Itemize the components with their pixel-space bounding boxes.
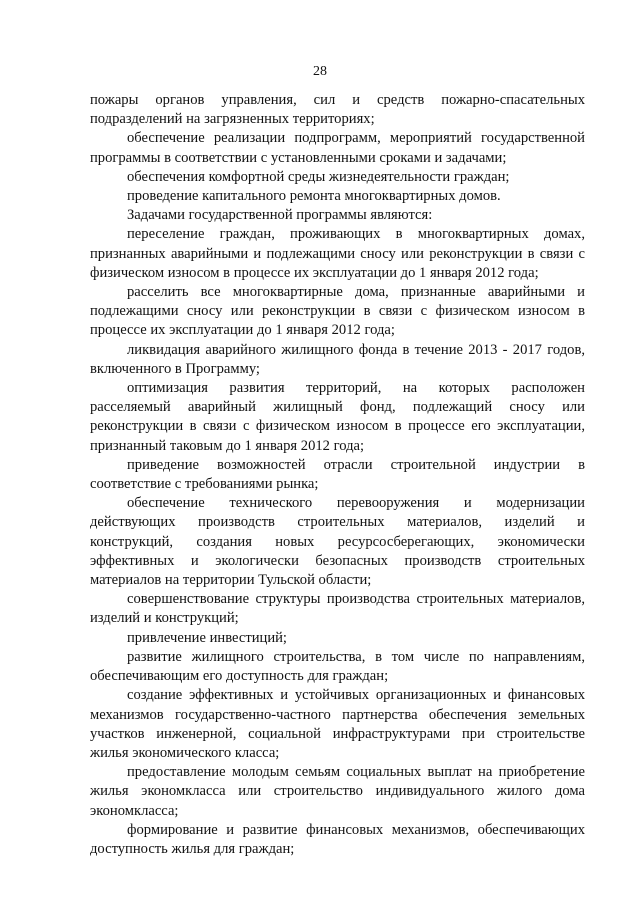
text-line: изделий и конструкций; [90, 610, 239, 627]
text-line: оптимизация развития территорий, на которых расположен [127, 380, 585, 397]
text-line: эффективных и экологически безопасных производств строительных [90, 552, 585, 569]
paragraph [90, 763, 585, 821]
text-line: действующих производств строительных материалов, изделий и [90, 514, 585, 531]
text-line: признанный таковым до 1 января 2012 года; [90, 437, 365, 454]
paragraph [90, 590, 585, 628]
text-line: обеспечивающим его доступность для граждан; [90, 668, 389, 685]
text-line: ликвидация аварийного жилищного фонда в течение 2013 - 2017 годов, [127, 341, 585, 358]
paragraph [90, 91, 585, 129]
text-line: процессе их эксплуатации до 1 января 2012 года; [90, 322, 395, 339]
document-body [90, 91, 585, 859]
paragraph [90, 821, 585, 859]
paragraph [90, 456, 585, 494]
text-line: соответствие с требованиями рынка; [90, 476, 319, 493]
text-line: программы в соответствии с установленными сроками и задачами; [90, 149, 507, 166]
paragraph [90, 283, 585, 341]
text-line: материалов на территории Тульской области; [90, 572, 372, 589]
text-line: формирование и развитие финансовых механизмов, обеспечивающих [127, 821, 585, 838]
paragraph [90, 129, 585, 167]
text-line: обеспечение реализации подпрограмм, мероприятий государственной [127, 130, 585, 147]
paragraph [90, 379, 585, 456]
paragraph [90, 225, 585, 283]
text-line: включенного в Программу; [90, 360, 260, 377]
paragraph [90, 168, 585, 187]
text-line: Задачами государственной программы являются: [127, 207, 433, 224]
paragraph [90, 629, 585, 648]
text-line: совершенствование структуры производства строительных материалов, [127, 591, 585, 608]
text-line: предоставление молодым семьям социальных выплат на приобретение [127, 764, 585, 781]
paragraph [90, 206, 585, 225]
text-line: жилья экономического класса; [90, 744, 280, 761]
text-line: подлежащими сносу или реконструкции в связи с физическом износом в [90, 303, 585, 320]
text-line: проведение капитального ремонта многоквартирных домов. [127, 188, 501, 205]
text-line: привлечение инвестиций; [127, 629, 287, 646]
text-line: расселяемый аварийный жилищный фонд, подлежащий сносу или [90, 399, 585, 416]
text-line: приведение возможностей отрасли строительной индустрии в [127, 456, 585, 473]
text-line: жилья экономкласса или строительство индивидуального жилого дома [90, 783, 585, 800]
text-line: переселение граждан, проживающих в многоквартирных домах, [127, 226, 585, 243]
text-line: обеспечение технического перевооружения и модернизации [127, 495, 585, 512]
text-line: признанных аварийными и подлежащими сносу или реконструкции в связи с [90, 245, 585, 262]
text-line: подразделений на загрязненных территориях; [90, 111, 375, 128]
text-line: обеспечения комфортной среды жизнедеятельности граждан; [127, 168, 510, 185]
paragraph [90, 341, 585, 379]
text-line: расселить все многоквартирные дома, признанные аварийными и [127, 284, 585, 301]
text-line: физическом износом в процессе их эксплуатации до 1 января 2012 года; [90, 264, 539, 281]
text-line: экономкласса; [90, 802, 179, 819]
text-line: реконструкции в связи с физическом износом в процессе его эксплуатации, [90, 418, 585, 435]
text-line: участков инженерной, социальной инфраструктурами при строительстве [90, 725, 585, 742]
text-line: доступность жилья для граждан; [90, 840, 295, 857]
text-line: пожары органов управления, сил и средств пожарно-спасательных [90, 92, 585, 108]
paragraph [90, 686, 585, 763]
paragraph [90, 648, 585, 686]
text-line: развитие жилищного строительства, в том числе по направлениям, [127, 648, 585, 665]
paragraph [90, 187, 585, 206]
page-number: 28 [313, 64, 327, 79]
paragraph [90, 494, 585, 590]
text-line: механизмов государственно-частного партнерства обеспечения земельных [90, 706, 585, 723]
text-line: создание эффективных и устойчивых организационных и финансовых [127, 687, 585, 704]
text-line: конструкций, создания новых ресурсосберегающих, экономически [90, 533, 585, 550]
